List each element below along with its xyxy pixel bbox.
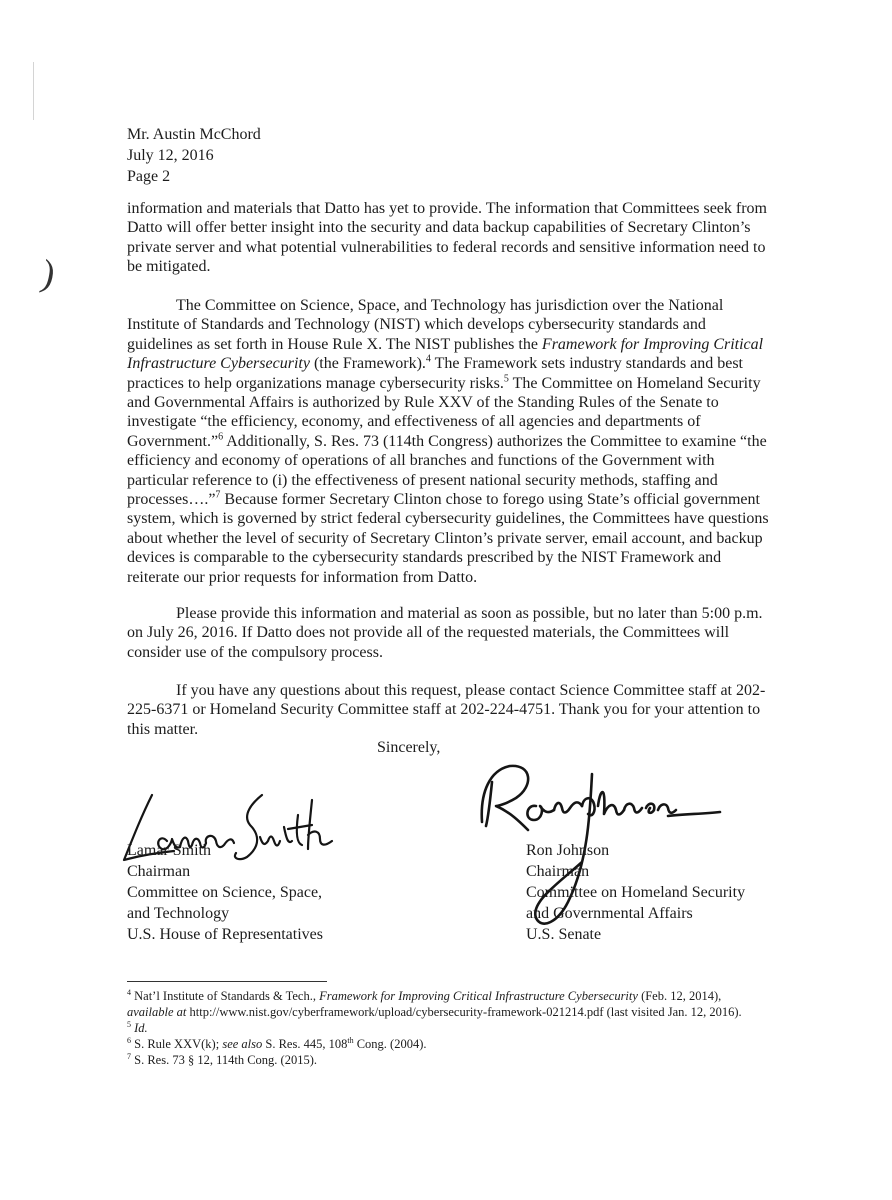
paragraph-3 bbox=[127, 604, 769, 662]
footnote-number: 5 bbox=[127, 1019, 131, 1029]
signatory-title: Chairman bbox=[526, 863, 590, 880]
footnote-7 bbox=[127, 1052, 767, 1068]
footnote-ref-4[interactable]: 4 bbox=[425, 353, 431, 365]
paragraph-1-text: information and materials that Datto has yet to provide. The information that Committees seek from Datto will offer better insight into the security and data backup capabilities of Secretary Clinton’s private server and what potential vulnerabilities to federal records and sensitive information need to be mitigated. bbox=[127, 200, 767, 276]
footnote-4-text-b: (Feb. 12, 2014), bbox=[637, 989, 722, 1003]
footnote-6-text-a: S. Rule XXV(k); bbox=[131, 1037, 223, 1051]
p2-part-f: Because former Secretary Clinton chose to forego using State’s official government system, which is governed by strict federal cybersecurity guidelines, the Committees have questions about whether the level of security of Secretary Clinton’s private server, email account, and backup devices is comparable to the cybersecurity standards prescribed by the NIST Framework and reiterate our prior requests for information from Datto. bbox=[127, 491, 769, 586]
signatory-smith bbox=[127, 840, 323, 945]
paragraph-2 bbox=[127, 296, 769, 587]
footnote-number: 6 bbox=[127, 1035, 131, 1045]
footnote-4-url[interactable]: http://www.nist.gov/cyberframework/upload/cybersecurity-framework-021214.pdf (last visited Jan. 12, 2016). bbox=[186, 1005, 742, 1019]
signatory-chamber: U.S. Senate bbox=[526, 926, 602, 943]
footnote-7-text: S. Res. 73 § 12, 114th Cong. (2015). bbox=[131, 1053, 317, 1067]
signatory-committee-line-2: and Technology bbox=[127, 905, 230, 922]
signatory-johnson bbox=[526, 840, 745, 945]
p2-part-d: The Committee on Homeland Security and Governmental Affairs is authorized by Rule XXV of the Standing Rules of the Senate to investigate “the efficiency, economy, and effectiveness of all agencies and departments of Government.” bbox=[127, 374, 761, 450]
footnote-5-text: Id. bbox=[131, 1021, 148, 1035]
footnote-4 bbox=[127, 988, 767, 1020]
footnote-6-text-c: Cong. (2004). bbox=[353, 1037, 427, 1051]
footnote-ref-5[interactable]: 5 bbox=[503, 373, 509, 385]
footnote-4-title: Framework for Improving Critical Infrastructure Cybersecurity bbox=[319, 989, 638, 1003]
footnote-4-text-a: Nat’l Institute of Standards & Tech., bbox=[131, 989, 320, 1003]
closing: Sincerely, bbox=[377, 739, 441, 756]
footnote-ref-6[interactable]: 6 bbox=[218, 431, 224, 443]
signatory-title: Chairman bbox=[127, 863, 191, 880]
footnote-5 bbox=[127, 1020, 767, 1036]
footnote-4-available-at: available at bbox=[127, 1005, 187, 1019]
footnote-6-see-also: see also bbox=[222, 1037, 263, 1051]
paragraph-4 bbox=[127, 681, 769, 739]
p2-part-a: The Committee on Science, Space, and Technology has jurisdiction over the National Institute of Standards and Technology (NIST) which develops cybersecurity standards and guidelines as set forth in House Rule X. The NIST publishes the bbox=[127, 297, 724, 353]
p2-part-e: Additionally, S. Res. 73 (114th Congress) authorizes the Committee to examine “the efficiency and economy of operations of all branches and functions of the Government with particular reference to (i) the effectiveness of present national security methods, staffing and processes….” bbox=[127, 432, 767, 509]
footnote-6-ordinal: th bbox=[347, 1035, 354, 1045]
margin-mark: ) bbox=[37, 252, 59, 296]
footnotes bbox=[127, 988, 767, 1068]
signatory-chamber: U.S. House of Representatives bbox=[127, 926, 323, 943]
framework-title: Framework for Improving Critical Infrastructure Cybersecurity bbox=[127, 335, 764, 373]
recipient-name: Mr. Austin McChord bbox=[127, 126, 261, 143]
footnote-6-text-b: S. Res. 445, 108 bbox=[262, 1037, 348, 1051]
letter-header bbox=[127, 124, 261, 187]
letter-date: July 12, 2016 bbox=[127, 147, 214, 164]
p2-part-b: (the Framework). bbox=[309, 355, 426, 373]
footnote-divider bbox=[127, 981, 327, 982]
signatory-committee-line-1: Committee on Science, Space, bbox=[127, 884, 323, 901]
signatory-committee-line-1: Committee on Homeland Security bbox=[526, 884, 746, 901]
signatory-name: Ron Johnson bbox=[526, 842, 610, 859]
signatory-name: Lamar Smith bbox=[127, 842, 211, 859]
paragraph-2-text bbox=[127, 296, 769, 587]
footnote-number: 7 bbox=[127, 1051, 131, 1061]
signatory-committee-line-2: and Governmental Affairs bbox=[526, 905, 693, 922]
paragraph-3-text: Please provide this information and material as soon as possible, but no later than 5:00 p.m. on July 26, 2016. If Datto does not provide all of the requested materials, the Committees will consider use of the compulsory process. bbox=[127, 605, 763, 661]
footnote-6 bbox=[127, 1036, 767, 1052]
p2-part-c: The Framework sets industry standards and best practices to help organizations manage cybersecurity risks. bbox=[127, 355, 743, 392]
footnote-number: 4 bbox=[127, 987, 131, 997]
page-number: Page 2 bbox=[127, 168, 171, 185]
scan-margin-line bbox=[33, 62, 34, 120]
footnote-ref-7[interactable]: 7 bbox=[215, 489, 221, 501]
paragraph-4-text: If you have any questions about this request, please contact Science Committee staff at 202-225-6371 or Homeland Security Committee staff at 202-224-4751. Thank you for your attention to this matter. bbox=[127, 682, 766, 738]
paragraph-1 bbox=[127, 199, 769, 277]
